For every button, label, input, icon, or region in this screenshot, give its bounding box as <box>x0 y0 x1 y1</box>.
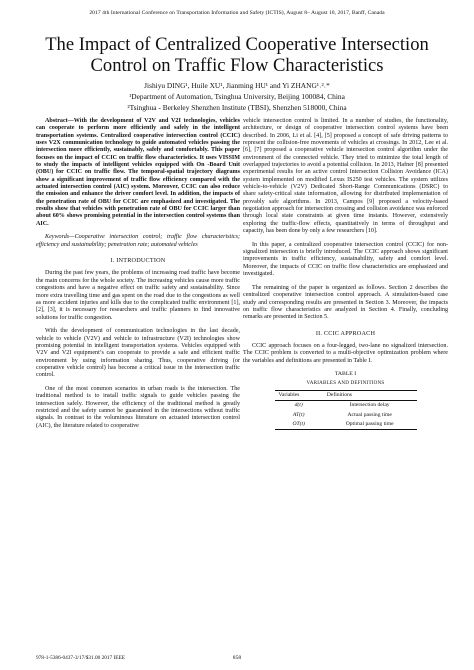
keywords: Keywords—Cooperative intersection control; traffic flow characteristics; efficiency and sustainability; penetration rate; automated vehicles <box>36 234 240 248</box>
conference-header: 2017 4th International Conference on Transportation Information and Safety (ICTIS), August 8– August 10, 2017, Banff, Canada <box>89 10 385 16</box>
table-header-cell: Variables <box>275 390 323 400</box>
affiliation-2: ²Tsinghua - Berkeley Shenzhen Institute (TBSI), Shenzhen 518000, China <box>127 103 347 112</box>
table-row <box>275 420 417 430</box>
affiliation-1: ¹Department of Automation, Tsinghua University, Beijing 100084, China <box>129 92 345 101</box>
table-cell-definition: Intersection delay <box>349 402 390 409</box>
intro-paragraph-3: One of the most common scenarios in urban roads is the intersection. The traditional method is to install traffic signals to guide vehicles passing the intersection safely. However, the efficiency of the traditional method is greatly restricted and the safety cannot be guaranteed in the intersections without traffic signals. In contrast to the voluminous literature on actuated intersection control (AIC), the literature related to cooperative <box>36 385 240 429</box>
section-heading-ccic: II. CCIC APPROACH <box>315 329 376 337</box>
section-heading-introduction: I. INTRODUCTION <box>110 257 166 265</box>
intro-paragraph-2: With the development of communication technologies in the last decade, vehicle to vehicle (V2V) and vehicle to infrastructure (V2I) technologies show promising potential in intelligent transportation systems. Vehicles equipped with V2V and V2I equipment’s can cooperate to provide a safe and efficient traffic environment by using information sharing. Thus, cooperative driving (or cooperative vehicle control) has become a critical issue in the intersection traffic control. <box>36 328 240 379</box>
footer-isbn: 978-1-5386-0437-3/17/$31.00 2017 IEEE <box>36 655 126 661</box>
ccic-paragraph-1: CCIC approach focuses on a four-legged, two-lane no signalized intersection. The CCIC problem is converted to a multi-objective optimization problem where the variables and definitions are presented in Table I. <box>243 342 448 364</box>
table-header-row <box>275 390 417 400</box>
paper-title <box>0 34 474 76</box>
right-paragraph-3: The remaining of the paper is organized as follows. Section 2 describes the centralized cooperative intersection control approach. A simulation-based case study and corresponding results are presented in Section 3. Moreover, the impacts on traffic flow characteristics are analyzed in Section 4. Finally, concluding remarks are presented in Section 5. <box>243 284 448 321</box>
table-cell-variable: AT(t) <box>292 411 305 418</box>
author-block <box>0 80 474 113</box>
title-line-2: Control on Traffic Flow Characteristics <box>90 55 384 76</box>
intro-paragraph-1: During the past few years, the problems of increasing road traffic have become the main concerns for the whole society. The increasing vehicles cause more traffic congestions and have a negative effect on traffic safety and sustainability. Since more extra travelling time and gas spent on the road due to the congestions as well as more accident injuries and kills due to the complicated traffic environment [1], [2], [3], it is necessary for researchers and traffic planners to find innovative solutions for traffic congestion. <box>36 270 240 321</box>
table-cell-definition: Optimal passing time <box>323 420 417 430</box>
table-row <box>275 411 417 420</box>
table-cell-variable: OT(t) <box>275 420 323 430</box>
page-number: 858 <box>232 655 242 661</box>
title-line-1: The Impact of Centralized Cooperative Intersection <box>45 34 429 55</box>
table-header-cell: Definitions <box>323 390 417 400</box>
table-caption: TABLE I <box>334 371 357 378</box>
right-paragraph-1: vehicle intersection control is limited. In a number of studies, the functionality, architecture, or design of cooperative intersection control systems have been described. In 2006, Li et al. [4], [5] proposed a concept of safe driving patterns to represent the collision-free movements of vehicles at crossings. In 2012, Lee et al. [6], [7] proposed a cooperative vehicle intersection control algorithm under the environment of the connected vehicle. They tried to minimize the total length of overlapped trajectories to avoid a potential collision. In 2013, Hafner [8] presented experimental results for an active control Intersection Collision Avoidance (ICA) system implemented on modified Lexus IS250 test vehicles. The system utilizes vehicle-to-vehicle (V2V) Dedicated Short-Range Communications (DSRC) to share safety-critical state information, allowing for distributed implementation of provably safe algorithms. In 2013, Campos [9] proposed a velocity-based negotiation approach for intersection crossing and collision avoidance was enforced through local state constraints at given time instants. However, extensively exploring the traffic-flow effects, quantitatively in terms of throughput and capacity, has been done by only a few researchers [10]. <box>243 118 448 235</box>
table-cell-variable: d(t) <box>294 402 303 409</box>
table-cell-definition: Actual passing time <box>347 411 392 418</box>
author-names: Jishiyu DING¹, Huile XU¹, Jianming HU¹ and Yi ZHANG¹˒²˒* <box>144 81 330 90</box>
table-subcaption: VARIABLES AND DEFINITIONS <box>306 379 385 386</box>
left-column <box>36 118 240 436</box>
right-paragraph-2: In this paper, a centralized cooperative intersection control (CCIC) for non-signalized intersection is briefly introduced. The CCIC approach shows significant improvements in traffic efficiency, sustainability, safety and comfort level. Moreover, the impacts of CCIC on traffic flow characteristics are emphasized and investigated. <box>243 241 448 278</box>
right-column <box>243 118 448 430</box>
table-row <box>275 401 417 411</box>
variables-table <box>275 390 417 430</box>
abstract: Abstract—With the development of V2V and V2I technologies, vehicles can cooperate to perform more efficiently and safely in the intelligent transportation systems. Centralized cooperative intersection control (CCIC) uses V2X communication technology to guide automated vehicles passing the intersection more efficiently, sustainably, safely and comfortably. This paper focuses on the impact of CCIC on traffic flow characteristics. It uses VISSIM to study the impacts of intelligent vehicles equipped with On -Board Unit (OBU) for CCIC on traffic flow. The temporal-spatial trajectory diagrams show a significant improvement of traffic flow efficiency compared with the actuated intersection control (AIC) system. Moreover, CCIC can also reduce the emission and enhance the driver comfort level. In addition, the impacts of the penetration rate of OBU for CCIC are emphasized and investigated. The results show that vehicles with penetration rate of OBU for CCIC larger than about 60% shows promising potential in the intersection control systems than AIC. <box>36 118 240 227</box>
